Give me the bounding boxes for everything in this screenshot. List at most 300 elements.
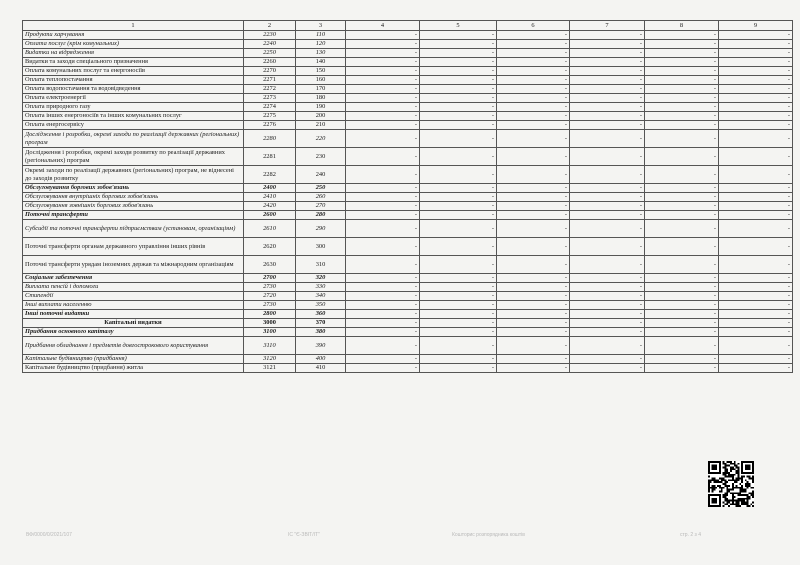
row-value-cell: - <box>719 220 793 238</box>
row-value-cell: - <box>346 355 420 364</box>
row-value-cell: - <box>346 301 420 310</box>
table-row <box>23 184 793 193</box>
row-value-cell: - <box>645 220 719 238</box>
row-value-cell: - <box>719 31 793 40</box>
row-value-cell: - <box>346 193 420 202</box>
row-value-cell: - <box>570 202 645 211</box>
row-kekv-code: 2720 <box>244 292 296 301</box>
row-value-cell: - <box>719 94 793 103</box>
row-kekv-code: 2281 <box>244 148 296 166</box>
col-header: 8 <box>645 21 719 31</box>
row-value-cell: - <box>420 40 497 49</box>
row-value-cell: - <box>497 301 570 310</box>
row-line-number: 400 <box>296 355 346 364</box>
row-value-cell: - <box>719 121 793 130</box>
row-name: Оплата послуг (крім комунальних) <box>23 40 244 49</box>
row-value-cell: - <box>719 184 793 193</box>
row-line-number: 280 <box>296 211 346 220</box>
table-row <box>23 67 793 76</box>
row-name: Оплата електроенергії <box>23 94 244 103</box>
row-value-cell: - <box>420 256 497 274</box>
table-row <box>23 355 793 364</box>
row-value-cell: - <box>420 103 497 112</box>
col-header: 5 <box>420 21 497 31</box>
row-value-cell: - <box>719 103 793 112</box>
row-kekv-code: 3121 <box>244 364 296 373</box>
row-kekv-code: 2410 <box>244 193 296 202</box>
row-value-cell: - <box>346 67 420 76</box>
row-value-cell: - <box>497 292 570 301</box>
row-value-cell: - <box>346 40 420 49</box>
row-kekv-code: 2274 <box>244 103 296 112</box>
row-line-number: 300 <box>296 238 346 256</box>
row-value-cell: - <box>346 112 420 121</box>
row-value-cell: - <box>719 85 793 94</box>
table-row <box>23 31 793 40</box>
row-value-cell: - <box>719 355 793 364</box>
row-kekv-code: 3100 <box>244 328 296 337</box>
row-value-cell: - <box>346 130 420 148</box>
row-value-cell: - <box>570 310 645 319</box>
row-value-cell: - <box>346 238 420 256</box>
row-value-cell: - <box>497 211 570 220</box>
row-value-cell: - <box>570 148 645 166</box>
row-value-cell: - <box>570 166 645 184</box>
row-value-cell: - <box>570 283 645 292</box>
row-value-cell: - <box>497 67 570 76</box>
row-value-cell: - <box>497 319 570 328</box>
row-value-cell: - <box>497 310 570 319</box>
row-value-cell: - <box>570 301 645 310</box>
row-line-number: 130 <box>296 49 346 58</box>
row-value-cell: - <box>570 58 645 67</box>
row-value-cell: - <box>645 337 719 355</box>
table-row <box>23 202 793 211</box>
row-value-cell: - <box>346 220 420 238</box>
row-kekv-code: 2730 <box>244 283 296 292</box>
table-row <box>23 283 793 292</box>
table-row <box>23 121 793 130</box>
row-value-cell: - <box>645 301 719 310</box>
row-value-cell: - <box>420 31 497 40</box>
row-value-cell: - <box>420 319 497 328</box>
table-row <box>23 319 793 328</box>
row-value-cell: - <box>645 166 719 184</box>
row-value-cell: - <box>645 121 719 130</box>
row-value-cell: - <box>645 58 719 67</box>
row-value-cell: - <box>497 85 570 94</box>
row-kekv-code: 2230 <box>244 31 296 40</box>
row-value-cell: - <box>570 238 645 256</box>
row-name: Субсидії та поточні трансферти підприємствам (установам, організаціям) <box>23 220 244 238</box>
row-line-number: 160 <box>296 76 346 85</box>
row-kekv-code: 2700 <box>244 274 296 283</box>
row-value-cell: - <box>346 211 420 220</box>
row-kekv-code: 2271 <box>244 76 296 85</box>
row-name: Поточні трансферти урядам іноземних держав та міжнародним організаціям <box>23 256 244 274</box>
row-value-cell: - <box>645 67 719 76</box>
row-line-number: 370 <box>296 319 346 328</box>
row-value-cell: - <box>346 49 420 58</box>
row-value-cell: - <box>719 148 793 166</box>
row-name: Видатки та заходи спеціального призначення <box>23 58 244 67</box>
row-name: Інші поточні видатки <box>23 310 244 319</box>
row-value-cell: - <box>420 292 497 301</box>
row-value-cell: - <box>420 193 497 202</box>
row-value-cell: - <box>645 31 719 40</box>
table-row <box>23 193 793 202</box>
row-value-cell: - <box>497 49 570 58</box>
row-value-cell: - <box>719 256 793 274</box>
row-value-cell: - <box>497 31 570 40</box>
row-value-cell: - <box>645 310 719 319</box>
table-row <box>23 148 793 166</box>
row-value-cell: - <box>719 67 793 76</box>
row-value-cell: - <box>570 274 645 283</box>
row-kekv-code: 2282 <box>244 166 296 184</box>
row-value-cell: - <box>346 103 420 112</box>
row-value-cell: - <box>570 40 645 49</box>
row-kekv-code: 3000 <box>244 319 296 328</box>
row-value-cell: - <box>346 337 420 355</box>
row-value-cell: - <box>719 112 793 121</box>
row-line-number: 170 <box>296 85 346 94</box>
row-value-cell: - <box>719 49 793 58</box>
row-value-cell: - <box>570 67 645 76</box>
table-row <box>23 256 793 274</box>
row-value-cell: - <box>719 301 793 310</box>
row-value-cell: - <box>570 220 645 238</box>
row-value-cell: - <box>719 292 793 301</box>
row-value-cell: - <box>497 40 570 49</box>
row-value-cell: - <box>570 319 645 328</box>
col-header: 7 <box>570 21 645 31</box>
row-kekv-code: 2610 <box>244 220 296 238</box>
row-value-cell: - <box>420 220 497 238</box>
table-row <box>23 292 793 301</box>
row-kekv-code: 2420 <box>244 202 296 211</box>
row-line-number: 210 <box>296 121 346 130</box>
row-value-cell: - <box>497 328 570 337</box>
row-value-cell: - <box>719 76 793 85</box>
row-value-cell: - <box>497 148 570 166</box>
table-row <box>23 85 793 94</box>
row-value-cell: - <box>497 193 570 202</box>
row-line-number: 110 <box>296 31 346 40</box>
row-value-cell: - <box>420 166 497 184</box>
row-kekv-code: 3120 <box>244 355 296 364</box>
row-value-cell: - <box>497 274 570 283</box>
row-name: Придбання обладнання і предметів довгострокового користування <box>23 337 244 355</box>
table-row <box>23 112 793 121</box>
row-value-cell: - <box>497 256 570 274</box>
row-value-cell: - <box>497 355 570 364</box>
row-value-cell: - <box>645 103 719 112</box>
row-value-cell: - <box>570 193 645 202</box>
row-value-cell: - <box>570 49 645 58</box>
row-kekv-code: 2400 <box>244 184 296 193</box>
table-row <box>23 58 793 67</box>
row-value-cell: - <box>719 337 793 355</box>
row-value-cell: - <box>570 355 645 364</box>
row-kekv-code: 2240 <box>244 40 296 49</box>
row-value-cell: - <box>645 328 719 337</box>
row-value-cell: - <box>719 310 793 319</box>
row-value-cell: - <box>420 76 497 85</box>
row-line-number: 310 <box>296 256 346 274</box>
row-line-number: 180 <box>296 94 346 103</box>
row-value-cell: - <box>346 85 420 94</box>
row-name: Виплата пенсій і допомоги <box>23 283 244 292</box>
row-value-cell: - <box>570 211 645 220</box>
row-name: Оплата водопостачання та водовідведення <box>23 85 244 94</box>
row-value-cell: - <box>645 319 719 328</box>
row-value-cell: - <box>420 283 497 292</box>
row-value-cell: - <box>570 130 645 148</box>
row-line-number: 240 <box>296 166 346 184</box>
row-name: Стипендії <box>23 292 244 301</box>
table-row <box>23 49 793 58</box>
row-value-cell: - <box>346 121 420 130</box>
row-value-cell: - <box>346 310 420 319</box>
row-value-cell: - <box>719 274 793 283</box>
row-name: Продукти харчування <box>23 31 244 40</box>
row-value-cell: - <box>719 202 793 211</box>
row-value-cell: - <box>420 337 497 355</box>
row-value-cell: - <box>420 202 497 211</box>
row-line-number: 230 <box>296 148 346 166</box>
row-value-cell: - <box>570 337 645 355</box>
row-kekv-code: 2260 <box>244 58 296 67</box>
table-row <box>23 274 793 283</box>
row-value-cell: - <box>570 256 645 274</box>
row-line-number: 330 <box>296 283 346 292</box>
row-value-cell: - <box>497 337 570 355</box>
row-value-cell: - <box>420 58 497 67</box>
table-row <box>23 310 793 319</box>
row-line-number: 390 <box>296 337 346 355</box>
row-value-cell: - <box>645 76 719 85</box>
table-row <box>23 130 793 148</box>
row-name: Інші виплати населенню <box>23 301 244 310</box>
row-name: Оплата теплопостачання <box>23 76 244 85</box>
row-kekv-code: 2275 <box>244 112 296 121</box>
row-value-cell: - <box>570 364 645 373</box>
row-value-cell: - <box>420 94 497 103</box>
row-line-number: 360 <box>296 310 346 319</box>
col-header: 9 <box>719 21 793 31</box>
row-kekv-code: 2280 <box>244 130 296 148</box>
row-value-cell: - <box>719 58 793 67</box>
budget-sheet <box>22 20 790 373</box>
row-value-cell: - <box>719 283 793 292</box>
row-value-cell: - <box>645 94 719 103</box>
row-value-cell: - <box>497 94 570 103</box>
row-value-cell: - <box>346 166 420 184</box>
row-value-cell: - <box>570 121 645 130</box>
table-row <box>23 40 793 49</box>
row-value-cell: - <box>346 31 420 40</box>
row-value-cell: - <box>645 130 719 148</box>
row-value-cell: - <box>570 85 645 94</box>
row-value-cell: - <box>497 220 570 238</box>
row-value-cell: - <box>346 76 420 85</box>
row-value-cell: - <box>719 166 793 184</box>
footer-doc-title: Кошторис розпорядника коштів <box>452 532 525 538</box>
expenditure-table <box>22 20 793 373</box>
row-name: Обслуговування внутрішніх боргових зобов'язань <box>23 193 244 202</box>
row-value-cell: - <box>346 319 420 328</box>
row-value-cell: - <box>346 283 420 292</box>
row-value-cell: - <box>645 283 719 292</box>
row-line-number: 340 <box>296 292 346 301</box>
row-value-cell: - <box>420 274 497 283</box>
row-name: Оплата інших енергоносіїв та інших комунальних послуг <box>23 112 244 121</box>
row-name: Видатки на відрядження <box>23 49 244 58</box>
row-value-cell: - <box>645 40 719 49</box>
row-name: Соціальне забезпечення <box>23 274 244 283</box>
row-value-cell: - <box>645 211 719 220</box>
row-kekv-code: 2250 <box>244 49 296 58</box>
row-value-cell: - <box>497 166 570 184</box>
col-header: 2 <box>244 21 296 31</box>
row-value-cell: - <box>346 328 420 337</box>
row-value-cell: - <box>346 292 420 301</box>
row-value-cell: - <box>719 328 793 337</box>
row-value-cell: - <box>570 184 645 193</box>
row-line-number: 190 <box>296 103 346 112</box>
row-value-cell: - <box>719 211 793 220</box>
row-value-cell: - <box>570 112 645 121</box>
footer-system: ІС "Є-ЗВІТ/ІТ" <box>288 532 320 538</box>
row-value-cell: - <box>645 355 719 364</box>
row-name: Оплата природного газу <box>23 103 244 112</box>
row-name: Капітальне будівництво (придбання) <box>23 355 244 364</box>
row-kekv-code: 2620 <box>244 238 296 256</box>
row-name: Оплата комунальних послуг та енергоносіїв <box>23 67 244 76</box>
row-line-number: 380 <box>296 328 346 337</box>
row-name: Капітальні видатки <box>23 319 244 328</box>
row-value-cell: - <box>570 31 645 40</box>
row-value-cell: - <box>497 364 570 373</box>
row-kekv-code: 2270 <box>244 67 296 76</box>
row-value-cell: - <box>420 364 497 373</box>
row-value-cell: - <box>420 130 497 148</box>
row-value-cell: - <box>719 319 793 328</box>
table-row <box>23 76 793 85</box>
table-row <box>23 328 793 337</box>
row-value-cell: - <box>346 58 420 67</box>
table-row <box>23 337 793 355</box>
row-kekv-code: 2730 <box>244 301 296 310</box>
row-value-cell: - <box>645 238 719 256</box>
row-value-cell: - <box>645 112 719 121</box>
row-kekv-code: 2273 <box>244 94 296 103</box>
row-name: Поточні трансферти органам державного управління інших рівнів <box>23 238 244 256</box>
row-line-number: 220 <box>296 130 346 148</box>
row-value-cell: - <box>497 76 570 85</box>
row-value-cell: - <box>570 103 645 112</box>
row-value-cell: - <box>420 85 497 94</box>
row-value-cell: - <box>497 238 570 256</box>
row-value-cell: - <box>570 94 645 103</box>
row-name: Оплата енергосервісу <box>23 121 244 130</box>
row-value-cell: - <box>645 202 719 211</box>
row-value-cell: - <box>645 184 719 193</box>
footer-form-id: ВФ/0000/0/2021/107 <box>26 532 72 538</box>
row-value-cell: - <box>346 202 420 211</box>
row-name: Обслуговування зовнішніх боргових зобов'язань <box>23 202 244 211</box>
qr-code-image <box>708 461 754 507</box>
row-value-cell: - <box>497 184 570 193</box>
col-header: 4 <box>346 21 420 31</box>
row-kekv-code: 2272 <box>244 85 296 94</box>
row-value-cell: - <box>645 292 719 301</box>
row-line-number: 250 <box>296 184 346 193</box>
row-value-cell: - <box>645 256 719 274</box>
row-value-cell: - <box>420 49 497 58</box>
row-value-cell: - <box>719 130 793 148</box>
row-value-cell: - <box>420 355 497 364</box>
row-name: Поточні трансферти <box>23 211 244 220</box>
table-row <box>23 94 793 103</box>
row-kekv-code: 3110 <box>244 337 296 355</box>
row-name: Придбання основного капіталу <box>23 328 244 337</box>
row-line-number: 270 <box>296 202 346 211</box>
row-value-cell: - <box>497 202 570 211</box>
row-name: Обслуговування боргових зобов'язань <box>23 184 244 193</box>
header-row <box>23 21 793 31</box>
row-value-cell: - <box>570 76 645 85</box>
table-row <box>23 220 793 238</box>
row-line-number: 200 <box>296 112 346 121</box>
row-value-cell: - <box>346 184 420 193</box>
row-line-number: 140 <box>296 58 346 67</box>
footer-page-number: стр. 2 з 4 <box>680 532 701 538</box>
row-value-cell: - <box>346 364 420 373</box>
row-kekv-code: 2600 <box>244 211 296 220</box>
table-row <box>23 301 793 310</box>
row-line-number: 120 <box>296 40 346 49</box>
table-row <box>23 238 793 256</box>
row-value-cell: - <box>346 256 420 274</box>
row-value-cell: - <box>420 328 497 337</box>
row-name: Окремі заходи по реалізації державних (регіональних) програм, не віднесені до заходів розвитку <box>23 166 244 184</box>
row-value-cell: - <box>719 193 793 202</box>
row-value-cell: - <box>497 103 570 112</box>
table-row <box>23 103 793 112</box>
row-value-cell: - <box>719 364 793 373</box>
row-kekv-code: 2630 <box>244 256 296 274</box>
row-value-cell: - <box>420 211 497 220</box>
row-name: Дослідження і розробки, окремі заходи по реалізації державних (регіональних) програм <box>23 130 244 148</box>
col-header: 6 <box>497 21 570 31</box>
row-value-cell: - <box>420 238 497 256</box>
row-value-cell: - <box>346 274 420 283</box>
row-value-cell: - <box>645 364 719 373</box>
row-value-cell: - <box>497 283 570 292</box>
row-value-cell: - <box>645 274 719 283</box>
table-row <box>23 364 793 373</box>
row-name: Дослідження і розробки, окремі заходи розвитку по реалізації державних (регіональних) програм <box>23 148 244 166</box>
row-value-cell: - <box>645 49 719 58</box>
row-value-cell: - <box>497 112 570 121</box>
col-header: 3 <box>296 21 346 31</box>
row-value-cell: - <box>719 238 793 256</box>
row-value-cell: - <box>719 40 793 49</box>
row-value-cell: - <box>420 148 497 166</box>
row-kekv-code: 2800 <box>244 310 296 319</box>
